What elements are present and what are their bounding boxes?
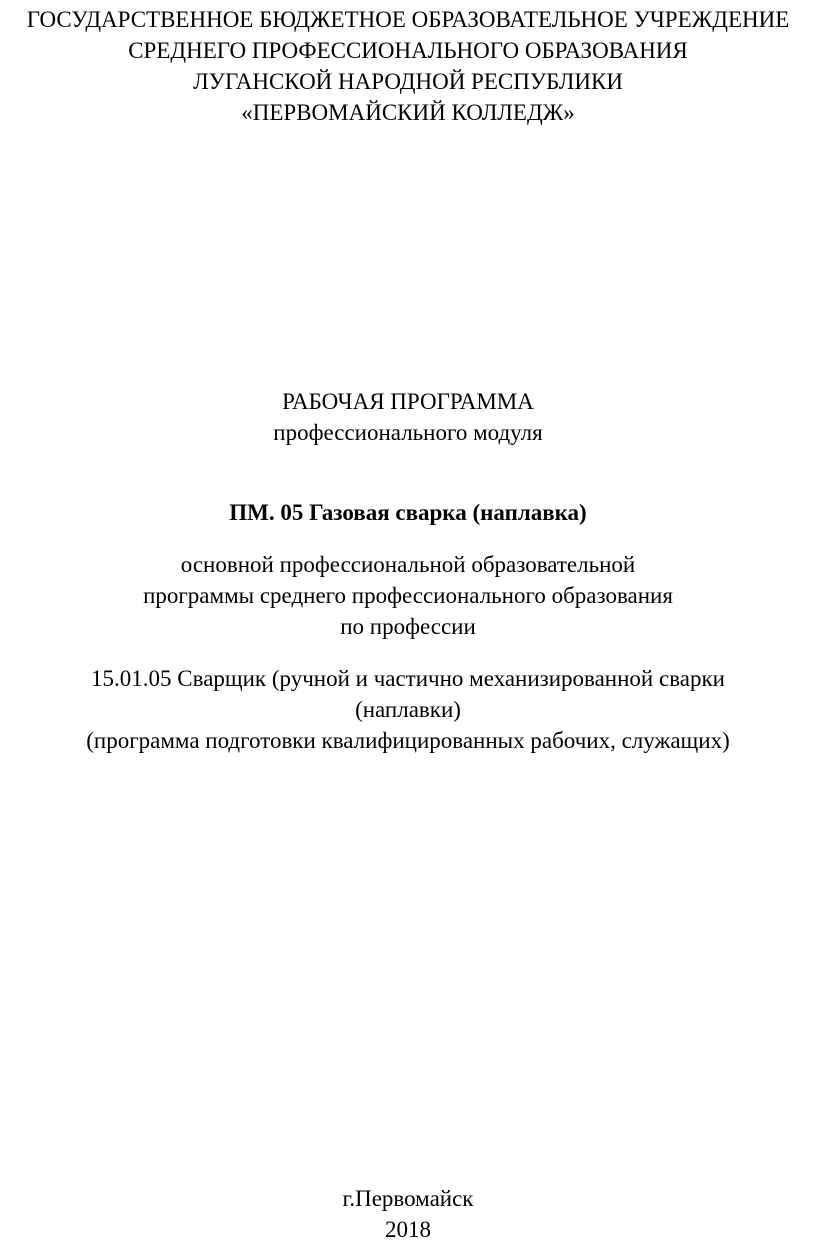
profession-line: (наплавки) [355, 697, 461, 722]
institution-name: «ПЕРВОМАЙСКИЙ КОЛЛЕДЖ» [241, 100, 575, 125]
profession-line: 15.01.05 Сварщик (ручной и частично механизированной сварки [91, 666, 725, 691]
program-description [0, 549, 816, 642]
document-footer [0, 1183, 816, 1245]
footer-city: г.Первомайск [342, 1186, 474, 1211]
program-line: программы среднего профессионального образования [143, 583, 673, 608]
institution-line: ЛУГАНСКОЙ НАРОДНОЙ РЕСПУБЛИКИ [193, 69, 623, 94]
program-line: основной профессиональной образовательной [180, 552, 636, 577]
profession-line: (программа подготовки квалифицированных рабочих, служащих) [86, 728, 730, 753]
institution-line: ГОСУДАРСТВЕННОЕ БЮДЖЕТНОЕ ОБРАЗОВАТЕЛЬНОЕ УЧРЕЖДЕНИЕ [26, 7, 790, 32]
institution-header [0, 4, 816, 128]
document-heading: РАБОЧАЯ ПРОГРАММА [282, 389, 534, 414]
document-title [0, 386, 816, 448]
institution-line: СРЕДНЕГО ПРОФЕССИОНАЛЬНОГО ОБРАЗОВАНИЯ [128, 38, 688, 63]
program-line: по профессии [340, 614, 476, 639]
footer-year: 2018 [385, 1217, 431, 1242]
document-subheading: профессионального модуля [273, 420, 543, 445]
profession-description [0, 663, 816, 756]
module-name: ПМ. 05 Газовая сварка (наплавка) [229, 500, 587, 525]
module-block [0, 497, 816, 528]
